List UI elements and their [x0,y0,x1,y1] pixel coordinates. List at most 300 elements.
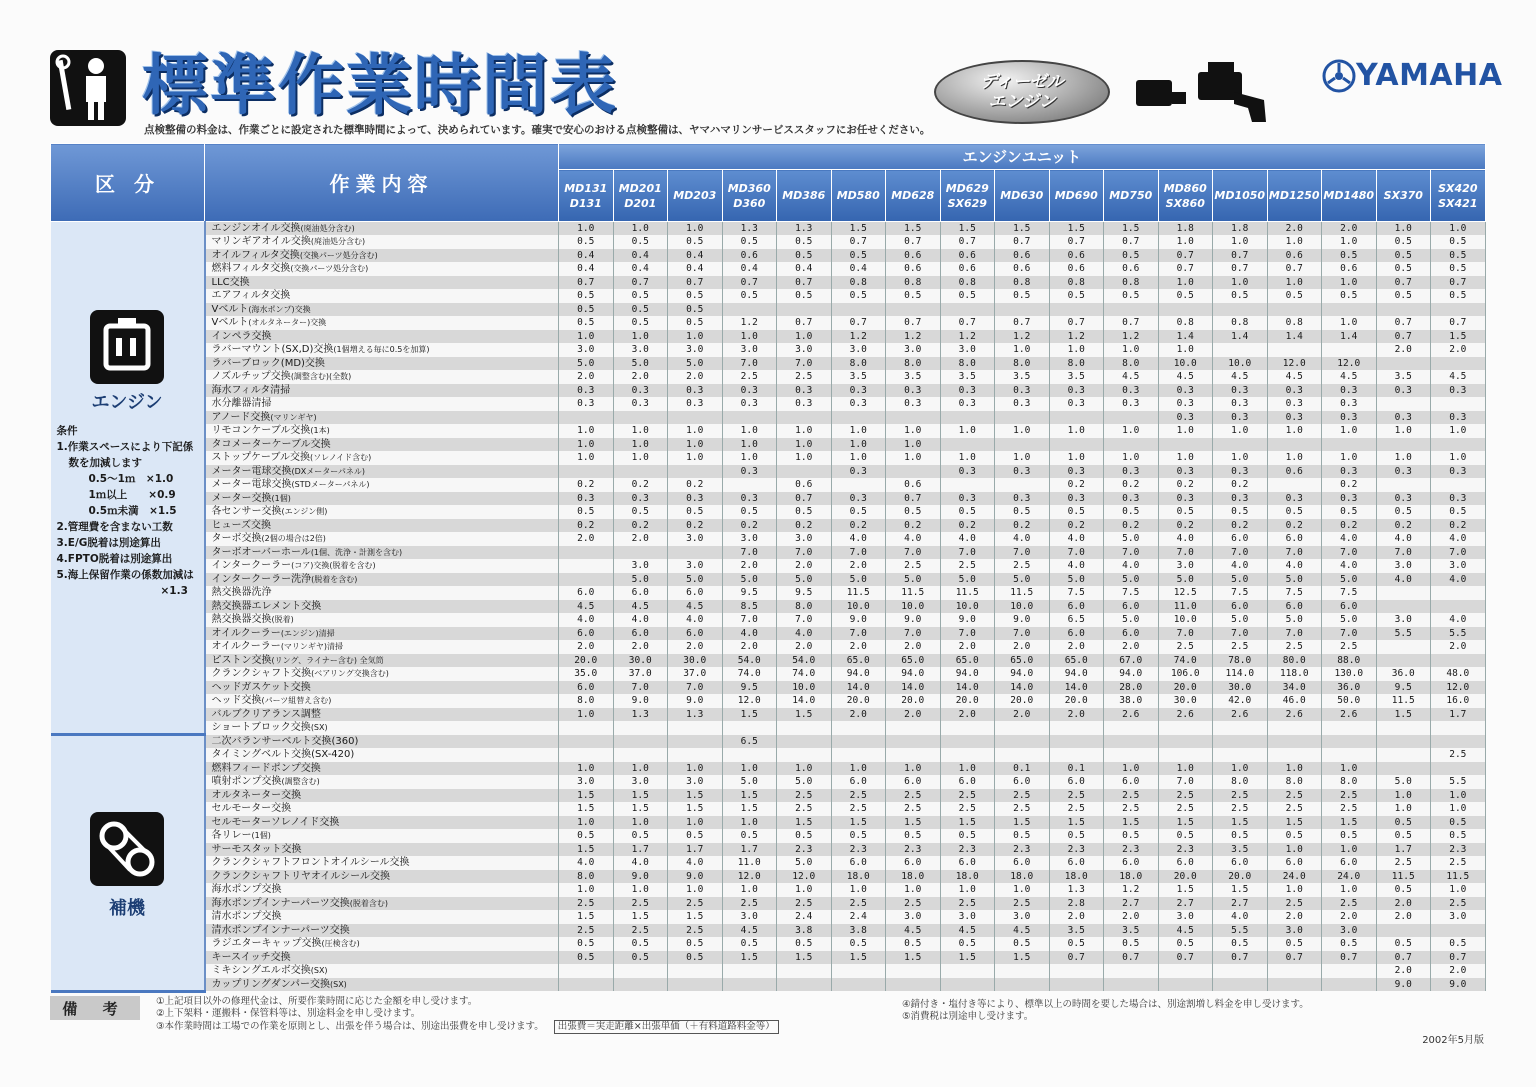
time-value: 1.3 [777,222,832,236]
model-name: MD628 [891,189,935,202]
time-value: 3.0 [613,775,668,789]
time-value: 0.5 [559,235,614,249]
time-value: 0.5 [940,937,995,951]
time-value [722,748,777,762]
time-value: 2.5 [1213,789,1268,803]
condition-line: ×1.3 [160,585,188,597]
time-value: 0.3 [1104,492,1159,506]
model-header [1158,170,1213,222]
time-value: 14.0 [831,681,886,695]
time-value: 1.5 [1322,816,1377,830]
time-value [613,465,668,479]
time-value: 0.5 [1104,249,1159,263]
time-value: 0.3 [1431,465,1486,479]
edition-date: 2002年5月版 [1422,1035,1484,1046]
time-value: 0.3 [1376,411,1431,425]
table-row [51,816,1486,830]
time-value: 8.0 [1104,357,1159,371]
time-value: 1.5 [1049,816,1104,830]
time-value: 0.7 [1376,316,1431,330]
table-row [51,370,1486,384]
time-value: 4.5 [1213,370,1268,384]
time-value [1267,735,1322,749]
time-value: 2.0 [613,370,668,384]
time-value: 30.0 [613,654,668,668]
time-value: 10.0 [940,600,995,614]
table-row [51,762,1486,776]
time-value [995,748,1050,762]
time-value: 3.0 [722,532,777,546]
time-value: 1.0 [668,451,723,465]
time-value: 2.5 [559,897,614,911]
time-value: 0.5 [613,505,668,519]
time-value: 1.0 [1431,883,1486,897]
time-value: 1.0 [559,438,614,452]
task-name [205,289,559,303]
time-value [995,978,1050,992]
time-value [777,978,832,992]
condition-line: 条件 [56,425,78,437]
table-row [51,519,1486,533]
time-value [1376,357,1431,371]
time-value: 1.2 [995,330,1050,344]
time-value: 1.0 [1376,424,1431,438]
task-main: バルブクリアランス調整 [211,708,321,720]
time-value [559,964,614,978]
time-value: 2.0 [613,532,668,546]
time-value [1376,721,1431,735]
time-value: 14.0 [995,681,1050,695]
time-value: 1.0 [831,762,886,776]
time-value: 3.0 [940,910,995,924]
time-value: 94.0 [886,667,941,681]
condition-line: 1ｍ以上 ×0.9 [88,489,176,501]
time-value [1431,397,1486,411]
time-value [613,964,668,978]
task-main: 海水ポンプ交換 [211,884,282,896]
time-value: 1.5 [559,843,614,857]
time-value: 1.0 [1267,451,1322,465]
time-value: 7.0 [1322,546,1377,560]
time-value [1267,438,1322,452]
time-value: 1.0 [831,883,886,897]
task-main: アノード交換 [211,411,271,423]
time-value: 1.0 [559,762,614,776]
time-value: 1.0 [722,330,777,344]
time-value: 7.5 [1104,586,1159,600]
time-value: 0.2 [777,519,832,533]
time-value: 1.0 [722,424,777,438]
time-value: 7.0 [722,546,777,560]
time-value: 0.3 [1049,397,1104,411]
time-value: 0.6 [777,478,832,492]
task-note: (コア)交換(脱着を含む) [291,561,376,571]
time-value: 1.0 [1431,451,1486,465]
time-value: 18.0 [940,870,995,884]
time-value [886,303,941,317]
time-value: 9.0 [886,613,941,627]
time-value: 1.0 [1213,235,1268,249]
time-value: 0.5 [1322,505,1377,519]
time-value [940,748,995,762]
time-value [613,721,668,735]
time-value: 0.8 [1158,316,1213,330]
task-name [205,667,559,681]
time-value [886,964,941,978]
time-value: 1.0 [1158,276,1213,290]
time-value [777,964,832,978]
time-value: 2.0 [1431,343,1486,357]
time-value: 1.5 [722,802,777,816]
time-value: 0.5 [777,937,832,951]
time-value [1376,397,1431,411]
time-value: 1.5 [1104,222,1159,236]
time-value: 1.0 [1049,424,1104,438]
time-value: 0.3 [559,397,614,411]
table-row [51,249,1486,263]
time-value [831,978,886,992]
time-value: 4.0 [886,532,941,546]
table-row [51,910,1486,924]
time-value [1376,735,1431,749]
time-value: 2.0 [777,559,832,573]
time-value [1431,721,1486,735]
model-name: MD201 [618,181,662,195]
time-value: 3.0 [559,343,614,357]
time-value: 2.3 [995,843,1050,857]
time-value: 0.3 [1158,411,1213,425]
time-value: 0.3 [722,397,777,411]
time-value [1322,964,1377,978]
time-value: 0.8 [1267,316,1322,330]
task-name [205,546,559,560]
time-value: 0.5 [1267,829,1322,843]
time-value: 1.5 [613,789,668,803]
time-value: 0.5 [1322,289,1377,303]
time-value [668,748,723,762]
time-value: 0.2 [668,478,723,492]
task-main: サーモスタット交換 [211,843,302,855]
time-value: 1.5 [559,802,614,816]
time-value: 2.6 [1267,708,1322,722]
time-value: 5.0 [1267,573,1322,587]
time-value: 0.3 [831,397,886,411]
time-value: 9.0 [940,613,995,627]
time-value: 1.8 [1213,222,1268,236]
time-value [1267,343,1322,357]
time-value: 0.6 [1267,249,1322,263]
time-value: 2.0 [1267,222,1322,236]
table-row [51,559,1486,573]
table-row [51,438,1486,452]
time-value: 0.3 [1158,384,1213,398]
time-value [940,411,995,425]
time-value: 2.5 [886,789,941,803]
time-value: 4.0 [940,532,995,546]
time-value: 3.5 [831,370,886,384]
time-value: 1.5 [1104,816,1159,830]
time-value: 0.3 [1376,384,1431,398]
time-value: 0.3 [940,465,995,479]
time-value: 0.2 [1322,519,1377,533]
task-note: (マリンギヤ)清掃 [280,642,344,652]
travel-fee-box: 出張費＝実走距離×出張単価（＋有料道路料金等） [554,1020,779,1034]
time-value: 1.0 [1104,424,1159,438]
time-value: 6.0 [559,681,614,695]
task-note: (調整含む) [281,777,320,787]
time-value: 2.6 [1322,708,1377,722]
time-value: 1.0 [722,451,777,465]
time-value: 1.0 [1104,343,1159,357]
time-value [1104,721,1159,735]
time-value [1322,978,1377,992]
time-value: 2.5 [1158,802,1213,816]
time-value: 0.8 [940,276,995,290]
time-value: 1.5 [722,951,777,965]
time-value: 0.2 [668,519,723,533]
time-value: 1.0 [1267,424,1322,438]
time-value: 1.0 [1376,802,1431,816]
time-value [1213,964,1268,978]
time-value: 0.3 [1104,384,1159,398]
condition-line: 4.FPTO脱着は別途算出 [56,553,173,565]
task-note: (圧検含む) [321,939,360,949]
task-name [205,829,559,843]
task-main: 各センサー交換 [211,506,282,518]
task-main: ショートブロック交換 [211,722,311,734]
time-value: 0.5 [1376,883,1431,897]
time-value: 118.0 [1267,667,1322,681]
time-value: 0.2 [1049,478,1104,492]
time-value: 6.0 [559,586,614,600]
time-value: 7.0 [722,357,777,371]
time-value: 2.0 [559,532,614,546]
task-name [205,870,559,884]
time-value: 0.3 [1267,411,1322,425]
time-value: 1.0 [1158,762,1213,776]
table-row [51,640,1486,654]
time-value: 0.6 [1049,262,1104,276]
task-note: (リング、ライナー含む) 全気筒 [271,655,384,665]
time-value: 4.5 [1267,370,1322,384]
time-value: 0.3 [1431,384,1486,398]
table-row [51,721,1486,735]
time-value: 3.5 [940,370,995,384]
time-value [668,411,723,425]
time-value: 1.0 [886,438,941,452]
time-value: 0.3 [831,384,886,398]
time-value [613,735,668,749]
time-value: 3.0 [668,343,723,357]
time-value: 130.0 [1322,667,1377,681]
time-value: 2.4 [831,910,886,924]
time-value [1158,735,1213,749]
time-value: 3.0 [722,343,777,357]
time-value: 2.0 [1267,910,1322,924]
task-main: ターボ交換 [211,533,262,545]
time-value: 1.0 [995,343,1050,357]
time-value: 0.7 [1158,951,1213,965]
time-value: 1.5 [831,951,886,965]
time-value [1376,762,1431,776]
remarks-left [156,996,779,1034]
model-header [559,170,614,222]
time-value: 4.0 [1213,910,1268,924]
time-value: 0.5 [722,235,777,249]
time-value: 14.0 [777,694,832,708]
task-main: セルモーターソレノイド交換 [211,816,340,828]
time-value [559,573,614,587]
time-value: 6.0 [668,627,723,641]
time-value: 0.7 [1431,316,1486,330]
model-name: MD750 [1109,189,1153,202]
time-value: 7.0 [1431,546,1486,560]
task-name [205,384,559,398]
time-value: 2.0 [940,640,995,654]
time-value: 0.7 [1104,951,1159,965]
time-value: 0.7 [1104,235,1159,249]
time-value: 5.0 [559,357,614,371]
table-row [51,964,1486,978]
task-note: (STDメーターパネル) [291,480,370,490]
time-value: 1.2 [831,330,886,344]
time-value [1431,654,1486,668]
time-value: 2.5 [995,897,1050,911]
time-value: 1.0 [613,424,668,438]
yamaha-tuning-fork-icon [1322,59,1356,93]
task-main: Vベルト [211,317,249,329]
time-value: 2.0 [886,708,941,722]
task-name [205,235,559,249]
time-value: 1.0 [559,451,614,465]
task-main: ラバーブロック(MD)交換 [211,357,325,369]
time-value: 6.0 [831,775,886,789]
condition-line: 数を加減します [68,457,142,469]
time-value: 20.0 [886,694,941,708]
time-value: 1.0 [1158,451,1213,465]
time-value: 0.5 [613,235,668,249]
time-value: 0.5 [559,303,614,317]
time-value: 0.5 [613,316,668,330]
table-row [51,384,1486,398]
time-value: 0.7 [1376,951,1431,965]
time-value: 0.6 [995,249,1050,263]
time-value [1376,748,1431,762]
condition-line: 0.5〜1ｍ ×1.0 [88,473,174,485]
task-main: タコメーターケーブル交換 [211,438,331,450]
time-value: 0.5 [613,289,668,303]
model-name: MD131 [564,181,608,195]
model-name: SX420 [1438,181,1478,195]
time-value: 1.0 [668,222,723,236]
time-value: 5.5 [1431,627,1486,641]
time-value: 2.5 [940,802,995,816]
time-value [1431,924,1486,938]
time-value [1376,478,1431,492]
time-value: 3.0 [1431,559,1486,573]
time-value: 7.0 [777,613,832,627]
time-value: 6.0 [1104,775,1159,789]
time-value: 5.0 [1322,613,1377,627]
engine-silhouette-icon [1134,56,1284,126]
time-value: 7.0 [1213,627,1268,641]
time-value: 1.5 [668,789,723,803]
time-value: 0.3 [1104,397,1159,411]
time-value: 65.0 [940,654,995,668]
time-value: 1.0 [1213,451,1268,465]
time-value: 6.0 [1104,627,1159,641]
time-value [559,559,614,573]
time-value: 1.0 [1267,235,1322,249]
time-value: 1.3 [613,708,668,722]
time-value: 1.5 [1213,883,1268,897]
time-value: 30.0 [1213,681,1268,695]
time-value: 4.5 [559,600,614,614]
time-value: 8.0 [1213,775,1268,789]
time-value: 65.0 [1049,654,1104,668]
time-value: 18.0 [995,870,1050,884]
time-value [1104,411,1159,425]
time-value: 2.0 [613,640,668,654]
time-value: 1.0 [559,330,614,344]
time-value: 0.3 [995,397,1050,411]
time-value [559,735,614,749]
time-value: 1.0 [940,883,995,897]
time-value: 0.3 [1213,492,1268,506]
time-value: 0.8 [886,276,941,290]
time-value [995,438,1050,452]
time-value: 0.5 [995,829,1050,843]
time-value: 1.2 [1104,883,1159,897]
time-value [940,303,995,317]
time-value: 2.5 [1431,856,1486,870]
table-row [51,748,1486,762]
time-value: 1.0 [613,222,668,236]
time-value: 2.5 [940,789,995,803]
model-name: MD629 [945,181,989,195]
time-value: 2.5 [831,897,886,911]
time-value: 18.0 [886,870,941,884]
time-value: 1.0 [613,438,668,452]
time-value: 2.5 [831,802,886,816]
time-value: 0.5 [668,951,723,965]
badge-line1: ディーゼル [980,72,1064,92]
time-value: 7.0 [1158,627,1213,641]
time-value: 6.0 [1158,856,1213,870]
time-value: 6.5 [1049,613,1104,627]
model-name: MD1250 [1268,189,1320,202]
time-value: 1.0 [1104,451,1159,465]
task-name [205,789,559,803]
time-value: 0.3 [722,465,777,479]
task-note: (脱着含む) [349,898,388,908]
time-value: 0.7 [668,276,723,290]
time-value: 5.0 [722,775,777,789]
time-value: 2.5 [1049,789,1104,803]
time-value: 1.0 [777,330,832,344]
task-main: オルタネーター交換 [211,789,302,801]
task-note: (交換パーツ処分含む) [290,264,369,274]
time-value [940,735,995,749]
time-value: 0.5 [668,316,723,330]
time-value: 1.7 [722,843,777,857]
time-value [559,465,614,479]
task-main: カップリングダンパー交換 [211,978,330,990]
task-name [205,343,559,357]
table-body [51,222,1486,992]
time-value: 5.0 [777,775,832,789]
time-value: 6.0 [886,775,941,789]
